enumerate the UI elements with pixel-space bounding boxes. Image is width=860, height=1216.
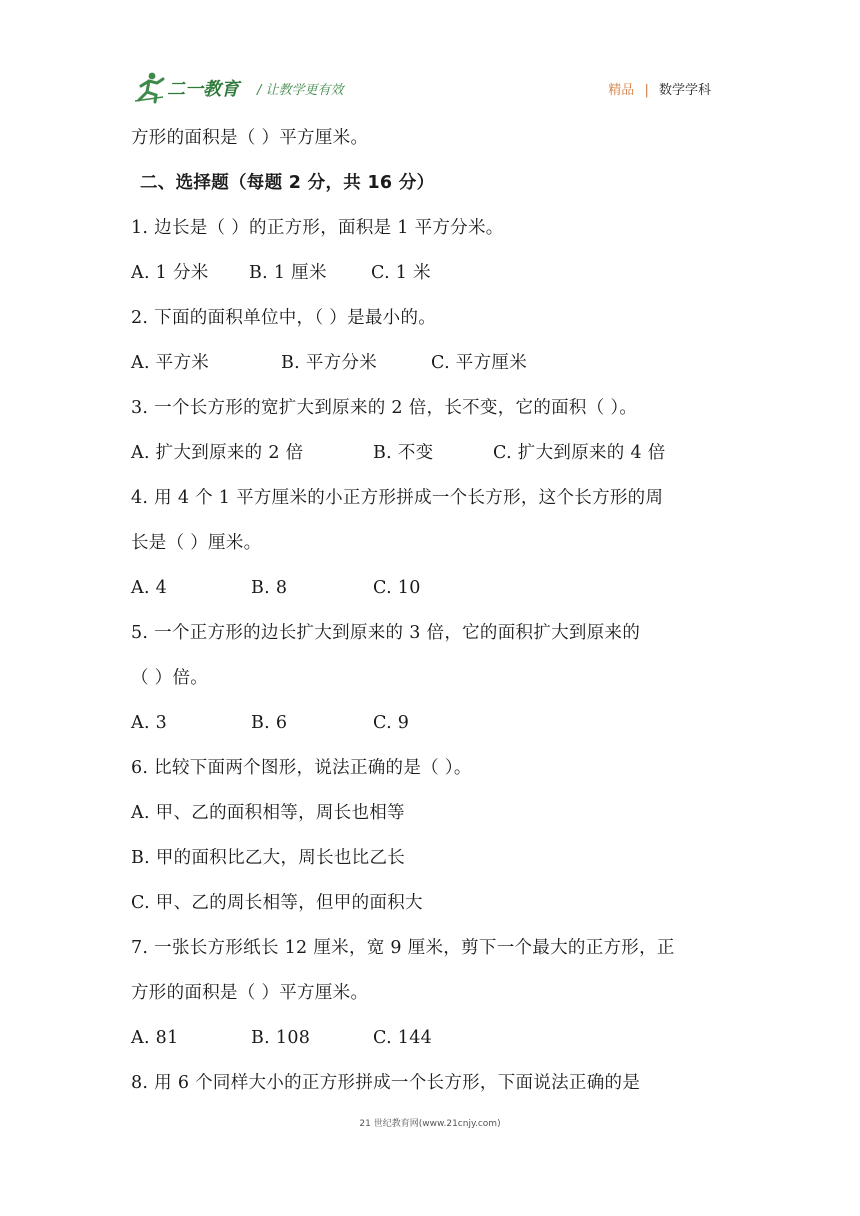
question-5-options <box>131 712 409 734</box>
question-2-options <box>131 352 527 374</box>
question-4-line-2: 长是（ ）厘米。 <box>131 533 262 553</box>
question-5-line-1: 5. 一个正方形的边长扩大到原来的 3 倍，它的面积扩大到原来的 <box>131 623 641 643</box>
option-a: A. 1 分米 <box>131 263 209 283</box>
slogan: / 让教学更有效 <box>257 83 344 98</box>
section-heading: 二、选择题（每题 2 分，共 16 分） <box>140 173 435 193</box>
question-4-line-1: 4. 用 4 个 1 平方厘米的小正方形拼成一个长方形，这个长方形的周 <box>131 488 664 508</box>
option-a: A. 3 <box>131 713 168 733</box>
option-c: C. 10 <box>373 578 421 598</box>
page-header <box>133 70 723 106</box>
option-b: B. 平方分米 <box>281 353 378 373</box>
tag-separator: | <box>644 83 649 98</box>
question-3-options <box>131 442 666 464</box>
option-b: B. 1 厘米 <box>249 263 327 283</box>
question-7-options <box>131 1027 432 1049</box>
option-c: C. 1 米 <box>371 263 431 283</box>
option-c: C. 9 <box>373 713 410 733</box>
option-a: A. 81 <box>131 1028 179 1048</box>
runner-logo-icon <box>133 70 245 106</box>
question-5-line-2: （ ）倍。 <box>131 668 209 688</box>
option-a: A. 平方米 <box>131 353 210 373</box>
question-8-line-1: 8. 用 6 个同样大小的正方形拼成一个长方形，下面说法正确的是 <box>131 1073 641 1093</box>
question-7-line-1: 7. 一张长方形纸长 12 厘米，宽 9 厘米，剪下一个最大的正方形，正 <box>131 938 675 958</box>
option-b: B. 8 <box>251 578 288 598</box>
logo-text: 二一教育 <box>167 79 239 100</box>
question-1-options <box>131 262 431 284</box>
subject-label: 数学学科 <box>658 83 711 98</box>
option-b: B. 不变 <box>373 443 434 463</box>
text-line: 方形的面积是（ ）平方厘米。 <box>131 128 369 148</box>
subject-tag <box>608 79 711 98</box>
option-c: C. 扩大到原来的 4 倍 <box>493 443 666 463</box>
question-4-options <box>131 577 421 599</box>
option-c: C. 144 <box>373 1028 433 1048</box>
option-c: C. 平方厘米 <box>431 353 527 373</box>
question-6-option-b: B. 甲的面积比乙大，周长也比乙长 <box>131 848 406 868</box>
question-3: 3. 一个长方形的宽扩大到原来的 2 倍，长不变，它的面积（ ）。 <box>131 398 638 418</box>
page-footer: 21 世纪教育网(www.21cnjy.com) <box>359 1119 501 1129</box>
question-6-option-c: C. 甲、乙的周长相等，但甲的面积大 <box>131 893 423 913</box>
brand-label: 精品 <box>608 83 635 98</box>
option-b: B. 108 <box>251 1028 311 1048</box>
option-b: B. 6 <box>251 713 288 733</box>
logo <box>133 70 245 106</box>
option-a: A. 4 <box>131 578 168 598</box>
question-6-option-a: A. 甲、乙的面积相等，周长也相等 <box>131 803 405 823</box>
question-1: 1. 边长是（ ）的正方形，面积是 1 平方分米。 <box>131 218 504 238</box>
option-a: A. 扩大到原来的 2 倍 <box>131 443 304 463</box>
question-6: 6. 比较下面两个图形，说法正确的是（ ）。 <box>131 758 472 778</box>
question-2: 2. 下面的面积单位中，（ ）是最小的。 <box>131 308 437 328</box>
question-7-line-2: 方形的面积是（ ）平方厘米。 <box>131 983 369 1003</box>
